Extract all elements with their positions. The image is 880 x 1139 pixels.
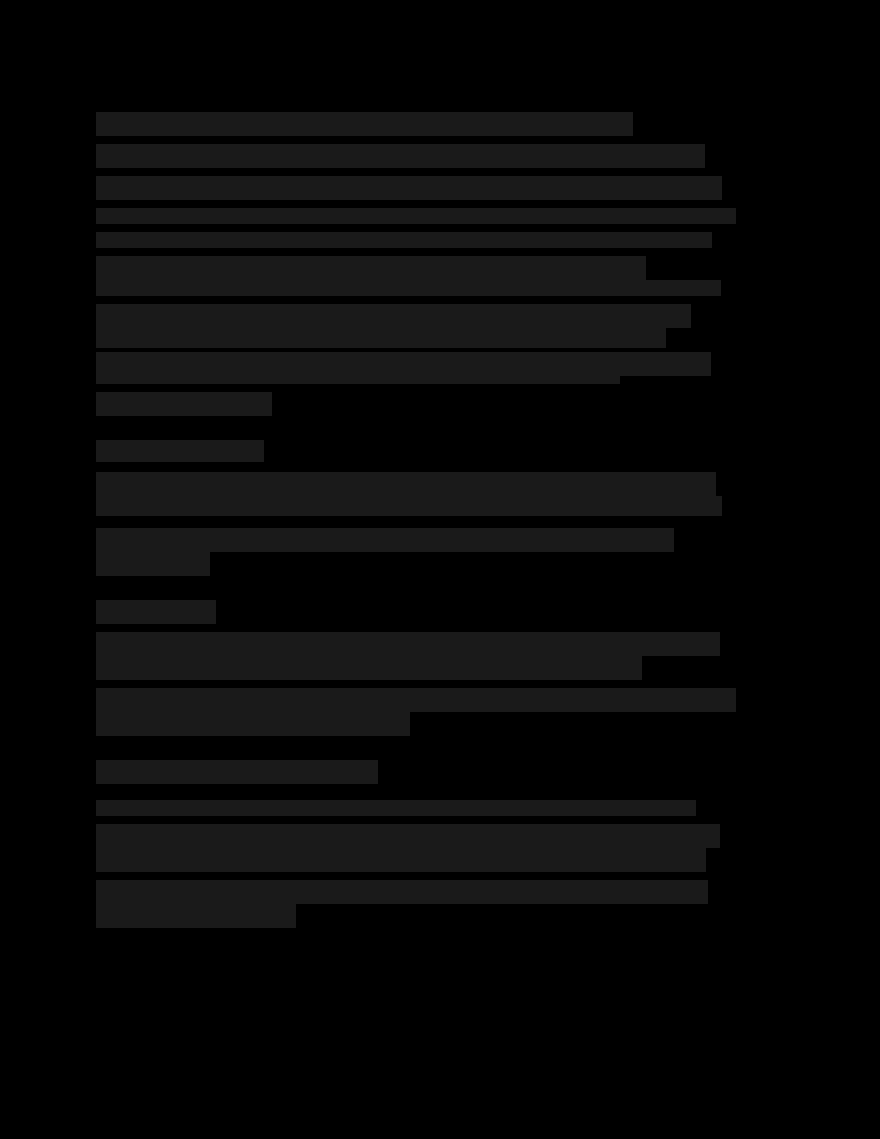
redacted-text-line [96,208,736,224]
redacted-text-line [96,904,296,928]
redacted-text-line [96,528,674,552]
redacted-text-line [96,144,705,168]
redacted-text-line [96,632,720,656]
redacted-text-line [96,880,708,904]
redacted-text-line [96,472,716,496]
redacted-text-line [96,440,264,462]
redacted-text-line [96,656,642,680]
redacted-text-line [96,552,210,576]
redacted-text-line [96,824,720,848]
redacted-text-line [96,304,691,328]
redacted-text-line [96,712,410,736]
redacted-text-line [96,496,722,516]
redacted-text-line [96,600,216,624]
redacted-text-line [96,848,706,872]
redacted-text-line [96,112,633,136]
redacted-text-line [96,688,736,712]
redacted-text-line [96,328,666,348]
redacted-text-line [96,176,722,200]
redacted-text-line [96,256,646,280]
redacted-text-line [96,760,378,784]
redacted-text-line [96,280,721,296]
redacted-text-line [96,368,620,384]
redacted-text-line [96,392,272,416]
redacted-text-line [96,232,712,248]
redacted-text-line [96,800,696,816]
